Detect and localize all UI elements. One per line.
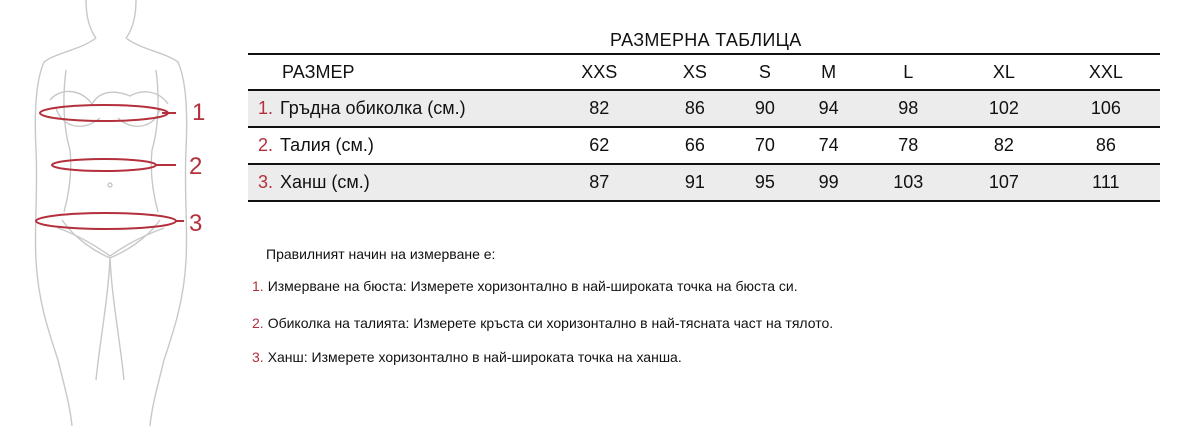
table-row-waist [248, 127, 1160, 164]
step-number: 1. [252, 278, 264, 294]
table-cell: 111 [1052, 164, 1160, 201]
instructions-intro: Правилният начин на измерване е: [266, 246, 496, 262]
step-text: Ханш: Измерете хоризонтално в най-широката точка на ханша. [267, 349, 682, 365]
step-text: Измерване на бюста: Измерете хоризонтално в най-широката точка на бюста си. [267, 278, 798, 294]
table-cell: 99 [797, 164, 861, 201]
table-cell: 82 [993, 135, 1014, 155]
step-number: 3. [252, 349, 264, 365]
table-cell: 70 [754, 135, 775, 155]
size-header-m: M [797, 54, 861, 90]
step-number: 2. [252, 315, 264, 331]
row-label-text: Талия (см.) [280, 135, 374, 155]
instruction-step-hips [252, 349, 682, 365]
instruction-step-waist [252, 315, 833, 331]
size-table [248, 53, 1160, 202]
table-row-hips [248, 164, 1160, 201]
body-outline-illustration [0, 0, 230, 426]
table-cell: 87 [542, 164, 657, 201]
size-header-xs: XS [657, 54, 733, 90]
size-header-s: S [733, 54, 797, 90]
size-header-xxs: XXS [542, 54, 657, 90]
row-label-bust [248, 90, 542, 127]
marker-3: 3 [189, 210, 203, 237]
row-label-text: Ханш (см.) [280, 172, 370, 192]
size-header-row [248, 54, 1160, 90]
size-header-label: РАЗМЕР [248, 54, 542, 90]
step-text: Обиколка на талията: Измерете кръста си хоризонтално в най-тясната част на тялото. [267, 315, 834, 331]
table-title: РАЗМЕРНА ТАБЛИЦА [610, 30, 802, 50]
table-row-bust [248, 90, 1160, 127]
table-cell: 91 [657, 164, 733, 201]
size-header-xxl: XXL [1052, 54, 1160, 90]
measurement-lines [36, 105, 184, 229]
instruction-step-bust [252, 278, 798, 294]
waist-measure-line [52, 159, 156, 171]
row-number: 1. [258, 98, 274, 118]
marker-2: 2 [189, 153, 203, 180]
table-cell: 98 [860, 90, 956, 127]
body-measurement-figure [0, 0, 230, 426]
row-label-hips [248, 164, 542, 201]
table-cell: 86 [657, 90, 733, 127]
marker-1: 1 [192, 99, 206, 126]
table-cell: 106 [1052, 90, 1160, 127]
table-cell: 94 [797, 90, 861, 127]
row-label-text: Гръдна обиколка (см.) [280, 98, 466, 118]
size-header-l: L [860, 54, 956, 90]
bust-measure-line [40, 105, 168, 121]
table-cell: 103 [860, 164, 956, 201]
table-cell: 90 [733, 90, 797, 127]
table-cell: 107 [956, 164, 1052, 201]
hip-measure-line [36, 213, 176, 229]
table-cell: 78 [898, 135, 919, 155]
size-header-xl: XL [956, 54, 1052, 90]
table-cell: 82 [542, 90, 657, 127]
row-label-waist [248, 127, 542, 164]
table-cell: 102 [956, 90, 1052, 127]
table-cell: 74 [818, 135, 839, 155]
table-cell: 86 [1095, 135, 1116, 155]
row-number: 2. [258, 135, 274, 155]
row-number: 3. [258, 172, 274, 192]
table-cell: 66 [684, 135, 705, 155]
table-cell: 62 [589, 135, 610, 155]
table-cell: 95 [733, 164, 797, 201]
